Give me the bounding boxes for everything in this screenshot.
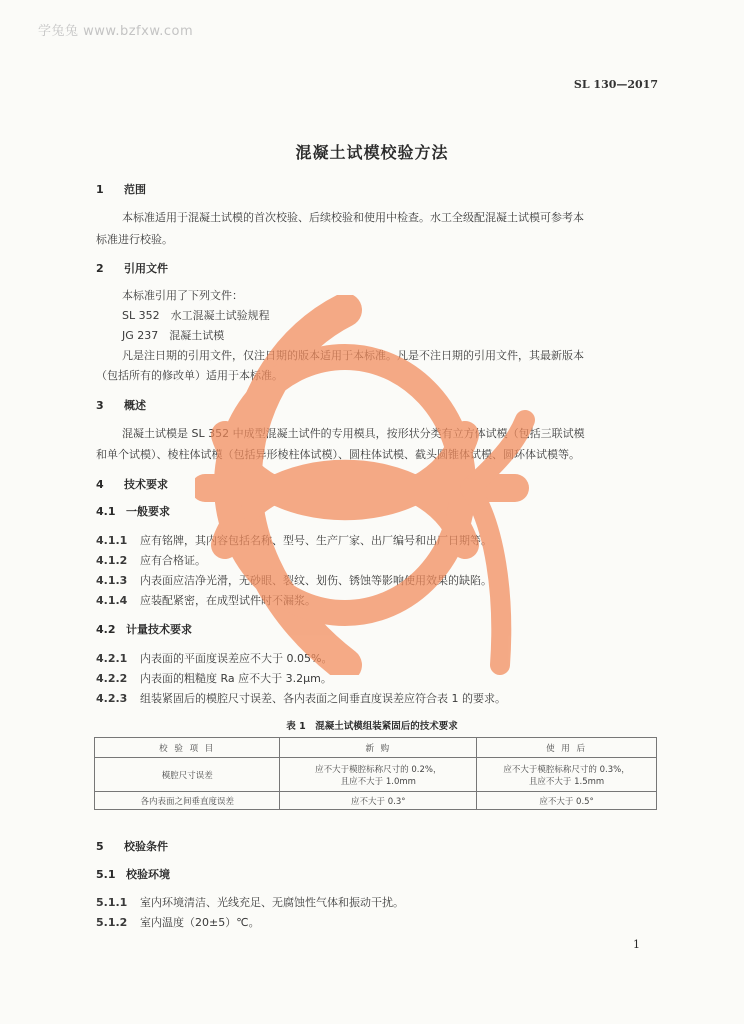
spec-table <box>94 737 657 810</box>
reference-item: SL 352 水工混凝土试验规程 <box>122 309 270 322</box>
clause-4-1-3: 4.1.3 内表面应洁净光滑，无砂眼、裂纹、划伤、锈蚀等影响使用效果的缺陷。 <box>96 574 492 587</box>
section-2-heading: 2 引用文件 <box>96 262 168 275</box>
clause-4-1-4: 4.1.4 应装配紧密，在成型试件时不漏浆。 <box>96 594 316 607</box>
table-row <box>95 792 657 810</box>
page-title: 混凝土试模校验方法 <box>295 143 449 162</box>
table-header-cell: 校 验 项 目 <box>95 738 280 758</box>
table-caption: 表 1 混凝土试模组装紧固后的技术要求 <box>286 721 458 732</box>
watermark-text: 学兔兔 www.bzfxw.com <box>38 24 194 39</box>
table-cell: 应不大于 0.3° <box>280 792 477 810</box>
section-1-para-line2: 标准进行校验。 <box>96 233 173 246</box>
table-cell: 应不大于模腔标称尺寸的 0.2%， 且应不大于 1.0mm <box>280 758 477 792</box>
section-5-heading: 5 校验条件 <box>96 840 168 853</box>
clause-4-2-3: 4.2.3 组装紧固后的模腔尺寸误差、各内表面之间垂直度误差应符合表 1 的要求。 <box>96 692 506 705</box>
clause-4-1-1: 4.1.1 应有铭牌，其内容包括名称、型号、生产厂家、出厂编号和出厂日期等。 <box>96 534 492 547</box>
section-2-intro: 本标准引用了下列文件： <box>122 289 243 302</box>
section-3-para-line2: 和单个试模）、棱柱体试模（包括异形棱柱体试模）、圆柱体试模、截头圆锥体试模、圆环体试模等。 <box>96 448 580 461</box>
section-5-1-heading: 5.1 校验环境 <box>96 868 170 881</box>
page-number: 1 <box>633 938 640 951</box>
clause-5-1-2: 5.1.2 室内温度（20±5）℃。 <box>96 916 260 929</box>
table-header-cell: 新 购 <box>280 738 477 758</box>
table-cell: 模腔尺寸误差 <box>95 758 280 792</box>
reference-item: JG 237 混凝土试模 <box>122 329 225 342</box>
table-cell: 各内表面之间垂直度误差 <box>95 792 280 810</box>
section-2-para-line2: （包括所有的修改单）适用于本标准。 <box>96 369 283 382</box>
table-cell: 应不大于 0.5° <box>477 792 657 810</box>
section-3-para-line1: 混凝土试模是 SL 352 中成型混凝土试件的专用模具，按形状分类有立方体试模（包括三联试模 <box>122 427 585 440</box>
section-1-heading: 1 范围 <box>96 183 146 196</box>
clause-4-2-1: 4.2.1 内表面的平面度误差应不大于 0.05%。 <box>96 652 333 665</box>
clause-4-1-2: 4.1.2 应有合格证。 <box>96 554 206 567</box>
table-cell: 应不大于模腔标称尺寸的 0.3%， 且应不大于 1.5mm <box>477 758 657 792</box>
table-header-cell: 使 用 后 <box>477 738 657 758</box>
section-3-heading: 3 概述 <box>96 399 146 412</box>
section-4-heading: 4 技术要求 <box>96 478 168 491</box>
clause-4-2-2: 4.2.2 内表面的粗糙度 Ra 应不大于 3.2μm。 <box>96 672 332 685</box>
clause-5-1-1: 5.1.1 室内环境清洁、光线充足、无腐蚀性气体和振动干扰。 <box>96 896 404 909</box>
section-1-para-line1: 本标准适用于混凝土试模的首次校验、后续校验和使用中检查。水工全级配混凝土试模可参考本 <box>122 211 584 224</box>
table-header-row <box>95 738 657 758</box>
table-row <box>95 758 657 792</box>
section-4-2-heading: 4.2 计量技术要求 <box>96 623 192 636</box>
standard-code: SL 130—2017 <box>573 78 658 91</box>
section-2-para-line1: 凡是注日期的引用文件，仅注日期的版本适用于本标准。凡是不注日期的引用文件，其最新版本 <box>122 349 584 362</box>
section-4-1-heading: 4.1 一般要求 <box>96 505 170 518</box>
